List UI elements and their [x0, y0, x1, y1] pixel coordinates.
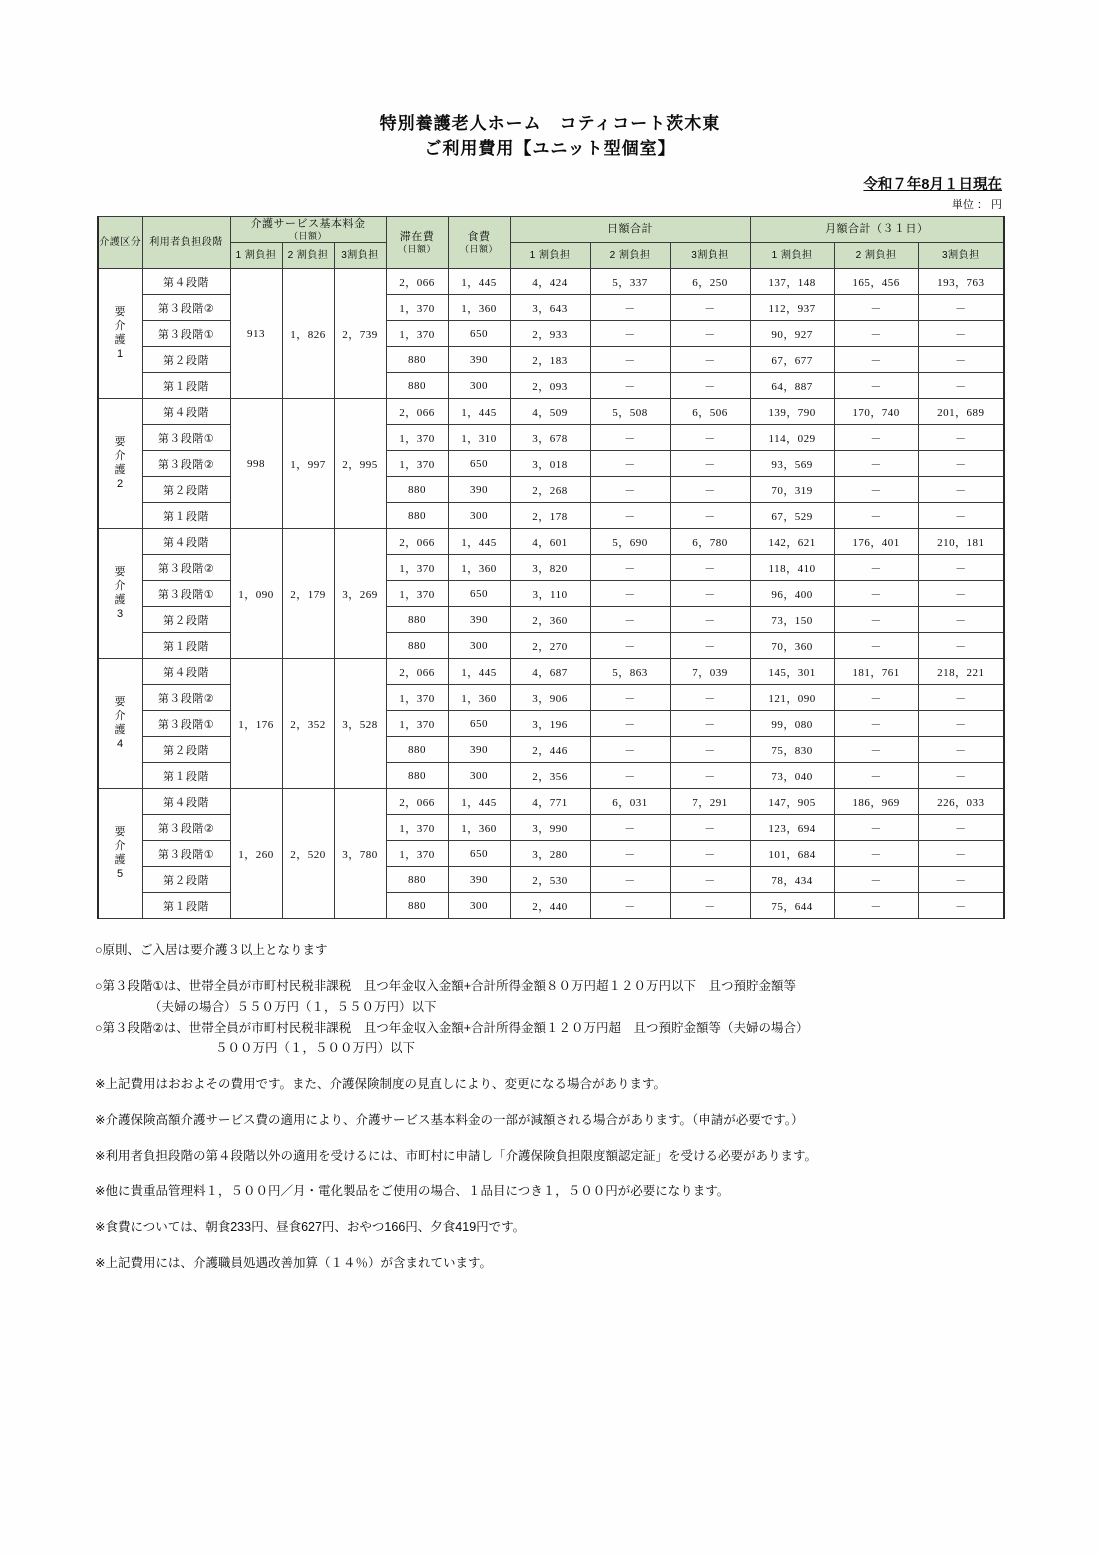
monthly-total-burden3-cell: 193，763: [918, 269, 1004, 295]
th-daily-total: 日額合計: [510, 217, 750, 243]
meal-fee-cell: 1，360: [448, 295, 510, 321]
meal-fee-cell: 300: [448, 633, 510, 659]
stay-fee-cell: 880: [386, 477, 448, 503]
burden-stage-cell: 第２段階: [142, 867, 230, 893]
monthly-total-burden3-cell: 226，033: [918, 789, 1004, 815]
daily-total-burden1-cell: 2，356: [510, 763, 590, 789]
burden-stage-cell: 第１段階: [142, 893, 230, 919]
stay-fee-cell: 2，066: [386, 269, 448, 295]
monthly-total-burden2-cell: －: [834, 581, 918, 607]
basic-fee-burden1-cell: 1，176: [230, 659, 282, 789]
notes-section: [95, 941, 1015, 1272]
table-header-row-1: [98, 217, 1004, 243]
th-basic-burden2: 2 割負担: [282, 243, 334, 269]
stay-fee-cell: 880: [386, 867, 448, 893]
daily-total-burden1-cell: 2，446: [510, 737, 590, 763]
daily-total-burden2-cell: －: [590, 841, 670, 867]
monthly-total-burden2-cell: 176，401: [834, 529, 918, 555]
stay-fee-cell: 880: [386, 503, 448, 529]
stay-fee-cell: 880: [386, 373, 448, 399]
meal-fee-cell: 300: [448, 373, 510, 399]
daily-total-burden2-cell: －: [590, 607, 670, 633]
basic-fee-burden3-cell: 2，739: [334, 269, 386, 399]
monthly-total-burden1-cell: 75，644: [750, 893, 834, 919]
meal-fee-cell: 1，360: [448, 815, 510, 841]
daily-total-burden3-cell: －: [670, 555, 750, 581]
monthly-total-burden2-cell: 170，740: [834, 399, 918, 425]
stay-fee-cell: 2，066: [386, 789, 448, 815]
th-meal-fee: [448, 217, 510, 269]
table-row: [98, 529, 1004, 555]
monthly-total-burden1-cell: 64，887: [750, 373, 834, 399]
monthly-total-burden1-cell: 67，677: [750, 347, 834, 373]
daily-total-burden1-cell: 2，440: [510, 893, 590, 919]
note-4: ※上記費用はおおよその費用です。また、介護保険制度の見直しにより、変更になる場合があります。: [95, 1077, 666, 1092]
basic-fee-burden2-cell: 2，520: [282, 789, 334, 919]
burden-stage-cell: 第３段階②: [142, 815, 230, 841]
basic-fee-burden2-cell: 2，179: [282, 529, 334, 659]
monthly-total-burden1-cell: 78，434: [750, 867, 834, 893]
daily-total-burden1-cell: 2，360: [510, 607, 590, 633]
burden-stage-cell: 第４段階: [142, 659, 230, 685]
note-2-line1: ○第３段階①は、世帯全員が市町村民税非課税 且つ年金収入金額+合計所得金額８０万円超１２０万円以下 且つ預貯金額等: [95, 979, 797, 994]
monthly-total-burden1-cell: 114，029: [750, 425, 834, 451]
burden-stage-cell: 第１段階: [142, 373, 230, 399]
monthly-total-burden2-cell: －: [834, 451, 918, 477]
th-monthly-total: 月額合計（３１日）: [750, 217, 1004, 243]
daily-total-burden2-cell: －: [590, 893, 670, 919]
meal-fee-cell: 650: [448, 451, 510, 477]
monthly-total-burden1-cell: 73，040: [750, 763, 834, 789]
monthly-total-burden1-cell: 73，150: [750, 607, 834, 633]
burden-stage-cell: 第１段階: [142, 503, 230, 529]
meal-fee-cell: 390: [448, 347, 510, 373]
daily-total-burden2-cell: －: [590, 867, 670, 893]
note-5: ※介護保険高額介護サービス費の適用により、介護サービス基本料金の一部が減額される場合があります。（申請が必要です。）: [95, 1112, 804, 1127]
burden-stage-cell: 第３段階①: [142, 321, 230, 347]
daily-total-burden2-cell: 6，031: [590, 789, 670, 815]
burden-stage-cell: 第３段階①: [142, 841, 230, 867]
burden-stage-cell: 第３段階②: [142, 451, 230, 477]
monthly-total-burden1-cell: 121，090: [750, 685, 834, 711]
monthly-total-burden2-cell: －: [834, 633, 918, 659]
monthly-total-burden2-cell: －: [834, 477, 918, 503]
stay-fee-cell: 880: [386, 633, 448, 659]
monthly-total-burden2-cell: －: [834, 373, 918, 399]
stay-fee-cell: 1，370: [386, 451, 448, 477]
burden-stage-cell: 第１段階: [142, 763, 230, 789]
daily-total-burden3-cell: －: [670, 347, 750, 373]
note-2-line2: [95, 998, 1015, 1017]
monthly-total-burden3-cell: －: [918, 763, 1004, 789]
monthly-total-burden2-cell: －: [834, 425, 918, 451]
monthly-total-burden2-cell: －: [834, 711, 918, 737]
table-row: [98, 789, 1004, 815]
meal-fee-cell: 1，445: [448, 399, 510, 425]
table-row: [98, 399, 1004, 425]
monthly-total-burden1-cell: 67，529: [750, 503, 834, 529]
table-row: [98, 269, 1004, 295]
care-division-cell: 要 介 護 3: [98, 529, 142, 659]
monthly-total-burden2-cell: －: [834, 295, 918, 321]
basic-fee-burden1-cell: 1，090: [230, 529, 282, 659]
daily-total-burden2-cell: －: [590, 555, 670, 581]
monthly-total-burden2-cell: －: [834, 867, 918, 893]
daily-total-burden1-cell: 2，183: [510, 347, 590, 373]
monthly-total-burden1-cell: 90，927: [750, 321, 834, 347]
monthly-total-burden1-cell: 70，360: [750, 633, 834, 659]
monthly-total-burden1-cell: 101，684: [750, 841, 834, 867]
note-8: ※食費については、朝食233円、昼食627円、おやつ166円、夕食419円です。: [95, 1220, 526, 1235]
daily-total-burden3-cell: －: [670, 737, 750, 763]
daily-total-burden2-cell: －: [590, 503, 670, 529]
meal-fee-cell: 1，445: [448, 529, 510, 555]
stay-fee-cell: 1，370: [386, 425, 448, 451]
burden-stage-cell: 第２段階: [142, 347, 230, 373]
daily-total-burden1-cell: 3，906: [510, 685, 590, 711]
stay-fee-cell: 1，370: [386, 555, 448, 581]
daily-total-burden2-cell: －: [590, 581, 670, 607]
note-1: ○原則、ご入居は要介護３以上となります: [95, 943, 328, 958]
monthly-total-burden2-cell: －: [834, 737, 918, 763]
monthly-total-burden3-cell: －: [918, 893, 1004, 919]
monthly-total-burden3-cell: －: [918, 815, 1004, 841]
daily-total-burden1-cell: 4，424: [510, 269, 590, 295]
note-3-line1: ○第３段階②は、世帯全員が市町村民税非課税 且つ年金収入金額+合計所得金額１２０万円超 且つ預貯金額等（夫婦の場合）: [95, 1020, 809, 1035]
monthly-total-burden3-cell: －: [918, 373, 1004, 399]
monthly-total-burden3-cell: －: [918, 685, 1004, 711]
daily-total-burden3-cell: －: [670, 477, 750, 503]
th-basic-fee: [230, 217, 386, 243]
burden-stage-cell: 第１段階: [142, 633, 230, 659]
basic-fee-burden3-cell: 3，780: [334, 789, 386, 919]
care-division-cell: 要 介 護 4: [98, 659, 142, 789]
note-3-line2: [95, 1039, 1015, 1058]
daily-total-burden1-cell: 3，643: [510, 295, 590, 321]
meal-fee-cell: 300: [448, 503, 510, 529]
monthly-total-burden3-cell: －: [918, 711, 1004, 737]
daily-total-burden3-cell: －: [670, 841, 750, 867]
daily-total-burden3-cell: －: [670, 321, 750, 347]
monthly-total-burden2-cell: －: [834, 763, 918, 789]
monthly-total-burden2-cell: －: [834, 503, 918, 529]
burden-stage-cell: 第３段階①: [142, 581, 230, 607]
basic-fee-burden1-cell: 913: [230, 269, 282, 399]
burden-stage-cell: 第３段階②: [142, 295, 230, 321]
monthly-total-burden3-cell: 201，689: [918, 399, 1004, 425]
monthly-total-burden1-cell: 145，301: [750, 659, 834, 685]
daily-total-burden3-cell: －: [670, 685, 750, 711]
stay-fee-cell: 880: [386, 347, 448, 373]
basic-fee-burden1-cell: 998: [230, 399, 282, 529]
daily-total-burden3-cell: －: [670, 815, 750, 841]
burden-stage-cell: 第３段階②: [142, 685, 230, 711]
burden-stage-cell: 第２段階: [142, 607, 230, 633]
daily-total-burden2-cell: －: [590, 737, 670, 763]
monthly-total-burden3-cell: －: [918, 867, 1004, 893]
daily-total-burden1-cell: 3，018: [510, 451, 590, 477]
note-7: ※他に貴重品管理料１，５００円／月・電化製品をご使用の場合、１品目につき１，５００円が必要になります。: [95, 1184, 730, 1199]
daily-total-burden2-cell: 5，337: [590, 269, 670, 295]
monthly-total-burden3-cell: －: [918, 425, 1004, 451]
basic-fee-burden3-cell: 3，269: [334, 529, 386, 659]
daily-total-burden3-cell: 6，250: [670, 269, 750, 295]
stay-fee-cell: 2，066: [386, 659, 448, 685]
th-basic-burden1: 1 割負担: [230, 243, 282, 269]
monthly-total-burden2-cell: －: [834, 841, 918, 867]
monthly-total-burden1-cell: 142，621: [750, 529, 834, 555]
daily-total-burden1-cell: 3，196: [510, 711, 590, 737]
care-division-cell: 要 介 護 5: [98, 789, 142, 919]
page-subtitle: ご利用費用【ユニット型個室】: [424, 138, 676, 158]
monthly-total-burden3-cell: －: [918, 737, 1004, 763]
daily-total-burden3-cell: －: [670, 893, 750, 919]
daily-total-burden1-cell: 3，280: [510, 841, 590, 867]
monthly-total-burden2-cell: －: [834, 685, 918, 711]
burden-stage-cell: 第３段階②: [142, 555, 230, 581]
daily-total-burden3-cell: －: [670, 425, 750, 451]
stay-fee-cell: 2，066: [386, 529, 448, 555]
meal-fee-cell: 1，445: [448, 789, 510, 815]
daily-total-burden3-cell: －: [670, 763, 750, 789]
daily-total-burden3-cell: －: [670, 711, 750, 737]
stay-fee-cell: 1，370: [386, 321, 448, 347]
th-basic-fee-label: 介護サービス基本料金: [250, 218, 366, 231]
stay-fee-cell: 880: [386, 607, 448, 633]
monthly-total-burden2-cell: －: [834, 893, 918, 919]
page-title: 特別養護老人ホーム コティコート茨木東: [379, 114, 721, 133]
note-3-line2-text: ５００万円（１，５００万円）以下: [215, 1041, 416, 1056]
daily-total-burden1-cell: 3，110: [510, 581, 590, 607]
th-stay-fee-sub: （日額）: [398, 243, 437, 254]
fee-table: [97, 216, 1005, 919]
daily-total-burden1-cell: 4，509: [510, 399, 590, 425]
burden-stage-cell: 第４段階: [142, 399, 230, 425]
monthly-total-burden1-cell: 99，080: [750, 711, 834, 737]
daily-total-burden2-cell: 5，508: [590, 399, 670, 425]
th-stay-fee-label: 滞在費: [399, 231, 435, 244]
stay-fee-cell: 880: [386, 893, 448, 919]
table-header-row-2: [98, 243, 1004, 269]
monthly-total-burden2-cell: －: [834, 555, 918, 581]
monthly-total-burden2-cell: －: [834, 607, 918, 633]
th-daily-burden2: 2 割負担: [590, 243, 670, 269]
monthly-total-burden3-cell: 218，221: [918, 659, 1004, 685]
th-monthly-burden1: 1 割負担: [750, 243, 834, 269]
daily-total-burden2-cell: －: [590, 815, 670, 841]
meal-fee-cell: 300: [448, 893, 510, 919]
meal-fee-cell: 1，360: [448, 685, 510, 711]
monthly-total-burden1-cell: 112，937: [750, 295, 834, 321]
document-header: [0, 0, 1100, 161]
note-6: ※利用者負担段階の第４段階以外の適用を受けるには、市町村に申請し「介護保険負担限度額認定証」を受ける必要があります。: [95, 1148, 817, 1163]
daily-total-burden2-cell: －: [590, 347, 670, 373]
stay-fee-cell: 1，370: [386, 815, 448, 841]
monthly-total-burden3-cell: －: [918, 321, 1004, 347]
th-meal-fee-label: 食費: [467, 231, 491, 244]
monthly-total-burden2-cell: 186，969: [834, 789, 918, 815]
monthly-total-burden2-cell: 181，761: [834, 659, 918, 685]
monthly-total-burden3-cell: －: [918, 555, 1004, 581]
daily-total-burden3-cell: －: [670, 503, 750, 529]
daily-total-burden1-cell: 3，990: [510, 815, 590, 841]
note-2-line2-text: （夫婦の場合）５５０万円（１，５５０万円）以下: [149, 999, 437, 1014]
basic-fee-burden2-cell: 1，997: [282, 399, 334, 529]
monthly-total-burden2-cell: －: [834, 815, 918, 841]
daily-total-burden2-cell: －: [590, 295, 670, 321]
stay-fee-cell: 880: [386, 737, 448, 763]
daily-total-burden3-cell: 7，291: [670, 789, 750, 815]
daily-total-burden3-cell: －: [670, 295, 750, 321]
monthly-total-burden3-cell: －: [918, 581, 1004, 607]
daily-total-burden1-cell: 2，268: [510, 477, 590, 503]
monthly-total-burden1-cell: 70，319: [750, 477, 834, 503]
unit-label: 単位 ： 円: [951, 199, 1002, 212]
burden-stage-cell: 第２段階: [142, 477, 230, 503]
monthly-total-burden3-cell: －: [918, 477, 1004, 503]
th-daily-burden1: 1 割負担: [510, 243, 590, 269]
daily-total-burden3-cell: －: [670, 633, 750, 659]
th-daily-burden3: 3割負担: [670, 243, 750, 269]
daily-total-burden2-cell: －: [590, 451, 670, 477]
th-basic-fee-sub: （日額）: [289, 230, 328, 241]
basic-fee-burden3-cell: 2，995: [334, 399, 386, 529]
daily-total-burden2-cell: －: [590, 477, 670, 503]
stay-fee-cell: 1，370: [386, 841, 448, 867]
daily-total-burden2-cell: －: [590, 425, 670, 451]
daily-total-burden3-cell: 6，780: [670, 529, 750, 555]
daily-total-burden1-cell: 2，178: [510, 503, 590, 529]
meal-fee-cell: 650: [448, 321, 510, 347]
care-division-cell: 要 介 護 2: [98, 399, 142, 529]
daily-total-burden2-cell: －: [590, 321, 670, 347]
meal-fee-cell: 390: [448, 737, 510, 763]
stay-fee-cell: 1，370: [386, 685, 448, 711]
basic-fee-burden3-cell: 3，528: [334, 659, 386, 789]
monthly-total-burden1-cell: 75，830: [750, 737, 834, 763]
meal-fee-cell: 390: [448, 477, 510, 503]
stay-fee-cell: 880: [386, 763, 448, 789]
th-monthly-burden3: 3割負担: [918, 243, 1004, 269]
daily-total-burden2-cell: 5，863: [590, 659, 670, 685]
monthly-total-burden2-cell: 165，456: [834, 269, 918, 295]
burden-stage-cell: 第２段階: [142, 737, 230, 763]
daily-total-burden1-cell: 4，771: [510, 789, 590, 815]
daily-total-burden1-cell: 4，601: [510, 529, 590, 555]
th-basic-burden3: 3割負担: [334, 243, 386, 269]
stay-fee-cell: 1，370: [386, 295, 448, 321]
stay-fee-cell: 1，370: [386, 581, 448, 607]
meal-fee-cell: 650: [448, 711, 510, 737]
daily-total-burden3-cell: 6，506: [670, 399, 750, 425]
daily-total-burden3-cell: －: [670, 373, 750, 399]
daily-total-burden2-cell: －: [590, 711, 670, 737]
meal-fee-cell: 650: [448, 581, 510, 607]
burden-stage-cell: 第３段階①: [142, 425, 230, 451]
daily-total-burden2-cell: －: [590, 633, 670, 659]
daily-total-burden2-cell: －: [590, 373, 670, 399]
daily-total-burden1-cell: 2，270: [510, 633, 590, 659]
fee-table-wrapper: [97, 216, 1003, 919]
table-body: [98, 269, 1004, 919]
daily-total-burden2-cell: 5，690: [590, 529, 670, 555]
monthly-total-burden1-cell: 139，790: [750, 399, 834, 425]
meal-fee-cell: 1，310: [448, 425, 510, 451]
burden-stage-cell: 第４段階: [142, 269, 230, 295]
monthly-total-burden3-cell: －: [918, 295, 1004, 321]
meal-fee-cell: 650: [448, 841, 510, 867]
monthly-total-burden1-cell: 93，569: [750, 451, 834, 477]
daily-total-burden3-cell: －: [670, 607, 750, 633]
daily-total-burden1-cell: 4，687: [510, 659, 590, 685]
monthly-total-burden2-cell: －: [834, 321, 918, 347]
daily-total-burden1-cell: 2，933: [510, 321, 590, 347]
meal-fee-cell: 390: [448, 867, 510, 893]
note-9: ※上記費用には、介護職員処遇改善加算（１４％）が含まれています。: [95, 1255, 492, 1270]
monthly-total-burden1-cell: 147，905: [750, 789, 834, 815]
daily-total-burden2-cell: －: [590, 763, 670, 789]
th-care-division: 介護区分: [98, 217, 142, 269]
stay-fee-cell: 2，066: [386, 399, 448, 425]
monthly-total-burden3-cell: －: [918, 607, 1004, 633]
daily-total-burden2-cell: －: [590, 685, 670, 711]
daily-total-burden3-cell: －: [670, 581, 750, 607]
daily-total-burden1-cell: 3，678: [510, 425, 590, 451]
monthly-total-burden2-cell: －: [834, 347, 918, 373]
monthly-total-burden1-cell: 96，400: [750, 581, 834, 607]
monthly-total-burden1-cell: 123，694: [750, 815, 834, 841]
basic-fee-burden2-cell: 1，826: [282, 269, 334, 399]
th-user-burden-stage: 利用者負担段階: [142, 217, 230, 269]
meal-fee-cell: 1，445: [448, 659, 510, 685]
monthly-total-burden1-cell: 118，410: [750, 555, 834, 581]
daily-total-burden1-cell: 3，820: [510, 555, 590, 581]
burden-stage-cell: 第４段階: [142, 529, 230, 555]
th-monthly-burden2: 2 割負担: [834, 243, 918, 269]
meal-fee-cell: 1，360: [448, 555, 510, 581]
th-stay-fee: [386, 217, 448, 269]
burden-stage-cell: 第４段階: [142, 789, 230, 815]
meal-fee-cell: 300: [448, 763, 510, 789]
table-head: [98, 217, 1004, 269]
daily-total-burden3-cell: 7，039: [670, 659, 750, 685]
care-division-cell: 要 介 護 1: [98, 269, 142, 399]
burden-stage-cell: 第３段階①: [142, 711, 230, 737]
meal-fee-cell: 1，445: [448, 269, 510, 295]
monthly-total-burden3-cell: －: [918, 503, 1004, 529]
meal-fee-cell: 390: [448, 607, 510, 633]
daily-total-burden3-cell: －: [670, 451, 750, 477]
monthly-total-burden3-cell: －: [918, 841, 1004, 867]
th-meal-fee-sub: （日額）: [460, 243, 499, 254]
basic-fee-burden2-cell: 2，352: [282, 659, 334, 789]
daily-total-burden1-cell: 2，093: [510, 373, 590, 399]
monthly-total-burden1-cell: 137，148: [750, 269, 834, 295]
stay-fee-cell: 1，370: [386, 711, 448, 737]
table-row: [98, 659, 1004, 685]
effective-date: 令和７年8月１日現在: [863, 177, 1002, 194]
monthly-total-burden3-cell: 210，181: [918, 529, 1004, 555]
basic-fee-burden1-cell: 1，260: [230, 789, 282, 919]
daily-total-burden3-cell: －: [670, 867, 750, 893]
daily-total-burden1-cell: 2，530: [510, 867, 590, 893]
monthly-total-burden3-cell: －: [918, 633, 1004, 659]
monthly-total-burden3-cell: －: [918, 347, 1004, 373]
monthly-total-burden3-cell: －: [918, 451, 1004, 477]
